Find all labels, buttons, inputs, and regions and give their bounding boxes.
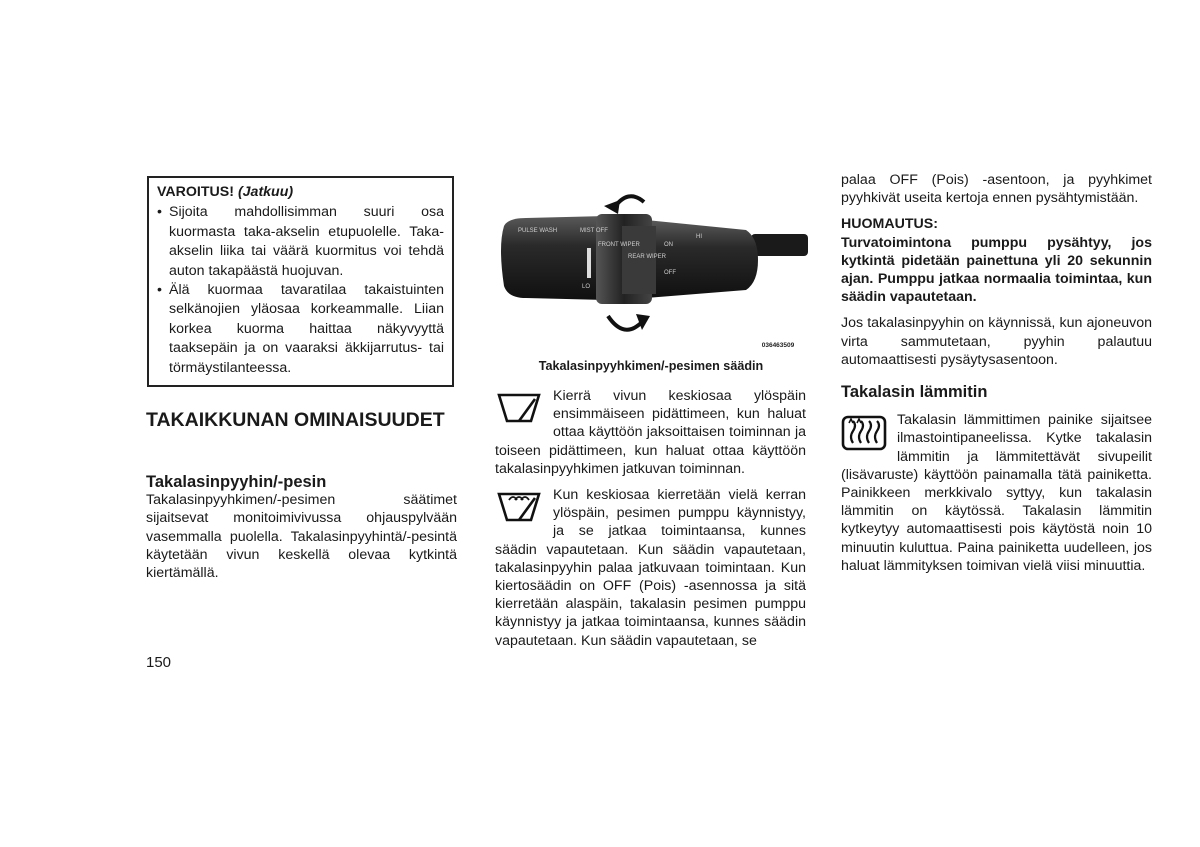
rear-defrost-icon [841,415,887,451]
rear-defrost-paragraph [841,411,1152,575]
label-off: OFF [664,270,676,276]
warning-item: • Sijoita mahdollisimman suuri osa kuormasta taka-akselin etupuolelle. Taka-akselin liika tai väärä kuormitus voi tehdä auton takapäästä huojuvan. [157,203,444,281]
left-subheading: Takalasinpyyhin/-pesin [146,473,327,491]
middle-para1: Kierrä vivun keskiosaa ylöspäin ensimmäiseen pidättimeen, kun haluat ottaa käyttöön jaksoittaisen toiminnan ja toiseen pidättimeen, kun haluat ottaa käyttöön takalasinpyyhkimen jatkuvan toiminnan. [495,388,806,477]
warning-title-suffix: (Jatkuu) [237,184,294,200]
warning-title [157,183,444,202]
wiper-paragraph [495,387,806,478]
left-body: Takalasinpyyhkimen/-pesimen säätimet sijaitsevat monitoimivivussa ohjauspylvään vasemmalla puolella. Takalasinpyyhintä/-pesintä käytetään vivun keskellä olevaa kytkintä kiertämällä. [146,492,457,582]
warning-item: • Älä kuormaa tavaratilaa takaistuinten selkänojien yläosaa korkeammalle. Liian korkea kuorma haittaa näkyvyyttä taaksepäin ja on vaaraksi äkkijarrutus- tai törmäystilanteessa. [157,281,444,378]
lever-shaft [751,234,808,256]
right-column [841,171,1152,575]
warning-box [147,176,454,387]
page-number: 150 [146,654,172,671]
right-para1: palaa OFF (Pois) -asentoon, ja pyyhkimet pyyhkivät useita kertoja ennen pysähtymistään. [841,172,1152,207]
label-mist: MIST OFF [580,228,608,234]
section-heading: TAKAIKKUNAN OMINAISUUDET [146,409,445,431]
rear-washer-icon [495,490,543,526]
left-subsection [146,473,457,582]
wiper-lever-figure [496,186,808,356]
right-para2: Jos takalasinpyyhin on käynnissä, kun ajoneuvon virta sammutetaan, pyyhin palautuu automaattisesti pysäytysasentoon. [841,315,1152,368]
warning-title-text: VAROITUS! [157,184,234,200]
warning-list [157,203,444,378]
rotate-down-arrow [608,316,642,330]
right-para3: Takalasin lämmittimen painike sijaitsee ilmastointipaneelissa. Kytke takalasin lämmitin ja lämmitettävät sivupeilit (lisävaruste) käyttöön painamalla tätä painiketta. Painikkeen merkkivalo syttyy, kun takalasin lämmitin on käytössä. Takalasin lämmitin kytkeytyy automaattisesti pois käytöstä noin 10 minuutin kuluttua. Paina painiketta uudelleen, jos haluat lämmityksen toimivan vielä viisi minuuttia. [841,412,1152,574]
middle-column [495,387,806,650]
label-on: ON [664,242,673,248]
note-body: Turvatoimintona pumppu pysähtyy, jos kytkintä pidetään painettuna yli 20 sekunnin ajan. Pumppu jatkaa normaalia toimintaa, kun säädin vapautetaan. [841,234,1152,306]
rear-wiper-icon [495,391,543,427]
rear-defrost-heading: Takalasin lämmitin [841,383,988,402]
label-rear-wiper: REAR WIPER [628,254,667,260]
label-pulse-wash: PULSE WASH [518,228,558,234]
label-front-wiper: FRONT WIPER [598,242,640,248]
washer-paragraph [495,486,806,650]
figure-caption: Takalasinpyyhkimen/-pesimen säädin [538,359,764,373]
note-title: HUOMAUTUS: [841,216,938,233]
label-hi: HI [696,234,702,240]
label-lo: LO [582,284,591,290]
middle-para2: Kun keskiosaa kierretään vielä kerran ylöspäin, pesimen pumppu käynnistyy, ja se jatkaa toimintaansa, kunnes säädin vapautetaan. Kun säädin vapautetaan, takalasinpyyhin palaa jatkuvaan toimintaan. Kun kiertosäädin on OFF (Pois) -asennossa ja sitä kierretään alaspäin, takalasin pesimen pumppu käynnistyy ja jatkaa toimintaansa, kunnes säädin vapautetaan. Kun säädin vapautetaan, se [495,487,806,649]
figure-code: 036463509 [761,342,795,349]
